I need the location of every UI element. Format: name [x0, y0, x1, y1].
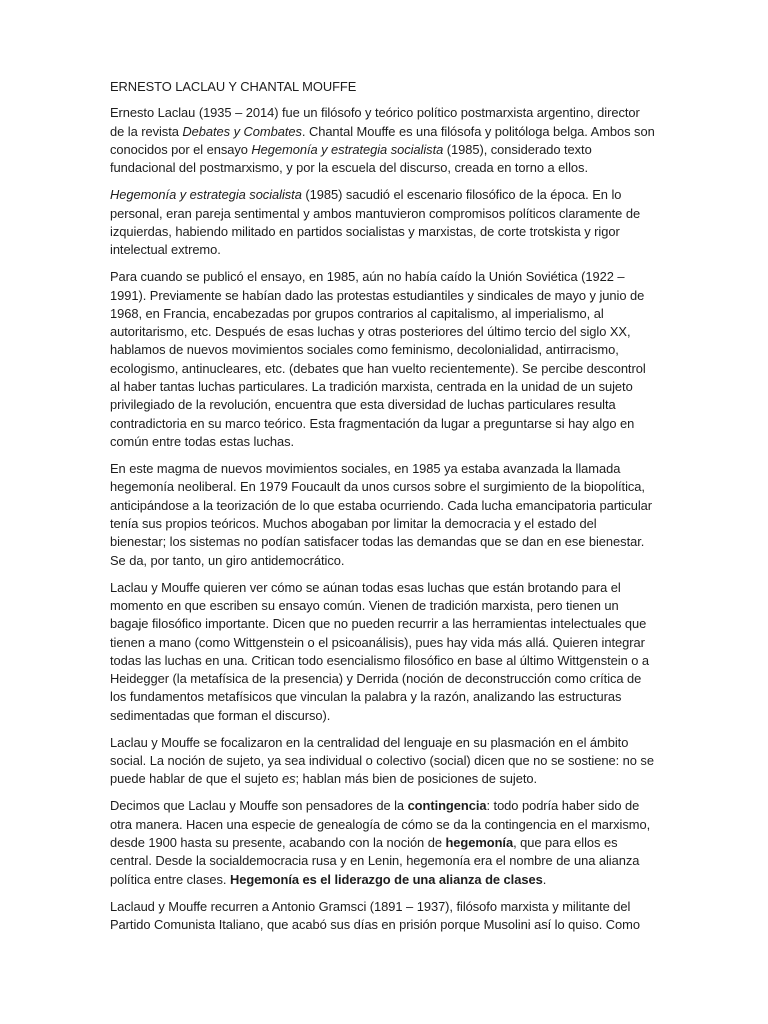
italic-text: Hegemonía y estrategia socialista [251, 141, 444, 157]
document-title: ERNESTO LACLAU Y CHANTAL MOUFFE [110, 79, 357, 94]
paragraph [110, 734, 655, 789]
paragraph [110, 186, 655, 259]
paragraph [110, 104, 655, 177]
paragraph-text: ; hablan más bien de posiciones de sujeto. [295, 771, 538, 787]
paragraph-text: , que para ellos es central. Desde la socialdemocracia rusa y en Lenin, hegemonía era el nombre de una alianza política entre clases. [110, 835, 640, 887]
paragraph-text: : todo podría haber sido de otra manera. Hacen una especie de genealogía de cómo se da la contingencia en el marxismo, desde 1900 hasta su presente, acabando con la noción de [110, 798, 651, 851]
paragraph-text: En este magma de nuevos movimientos sociales, en 1985 ya estaba avanzada la llamada hegemonía neoliberal. En 1979 Foucault da unos cursos sobre el surgimiento de la biopolítica, anticipándose a la teorización de lo que estaba ocurriendo. Cada lucha emancipatoria particular tenía sus propios teóricos. Muchos abogaban por limitar la democracia y el estado del bienestar; los sistemas no podían satisfacer todas las demandas que se dan en ese bienestar. Se da, por tanto, un giro antidemocrático. [110, 461, 653, 568]
bold-text: Hegemonía es el liderazgo de una alianza de clases [229, 871, 543, 887]
paragraph [110, 268, 655, 451]
paragraph-text: Ernesto Laclau (1935 – 2014) fue un filósofo y teórico político postmarxista argentino, director de la revista [110, 105, 640, 139]
paragraph-text: Laclaud y Mouffe recurren a Antonio Gramsci (1891 – 1937), filósofo marxista y militante del Partido Comunista Italiano, que acabó sus días en prisión porque Musolini así lo quiso. Como [110, 898, 640, 933]
italic-text: Debates y Combates [182, 123, 302, 139]
paragraph-text: Decimos que Laclau y Mouffe son pensadores de la [110, 798, 408, 814]
paragraph [110, 898, 655, 935]
paragraph [110, 460, 655, 570]
paragraph-text: (1985), considerado texto fundacional del postmarxismo, y por la escuela del discurso, creada en torno a ellos. [110, 141, 592, 176]
paragraph [110, 579, 655, 725]
document-body [110, 104, 655, 934]
paragraph-text: . [542, 871, 547, 887]
bold-text: hegemonía [445, 835, 514, 851]
paragraph-text: Laclau y Mouffe se focalizaron en la centralidad del lenguaje en su plasmación en el ámbito social. La noción de sujeto, ya sea individual o colectivo (social) dicen que no se sostiene: no se puede hablar de que el sujeto [110, 734, 654, 787]
paragraph-text: Para cuando se publicó el ensayo, en 1985, aún no había caído la Unión Soviética (1922 – 1991). Previamente se habían dado las protestas estudiantiles y sindicales de mayo y junio de 1968, en Francia, encabezadas por grupos contrarios al capitalismo, al imperialismo, al autoritarismo, etc. Después de esas luchas y otras posteriores del último tercio del siglo XX, hablamos de nuevos movimientos sociales como feminismo, decolonialidad, antirracismo, ecologismo, antinucleares, etc. (debates que han vuelto recientemente). Se percibe descontrol al haber tantas luchas particulares. La tradición marxista, centrada en la unidad de un sujeto privilegiado de la revolución, encuentra que esta diversidad de luchas particulares resulta contradictoria en su marco teórico. Esta fragmentación da lugar a preguntarse si hay algo en común entre todas estas luchas. [110, 269, 646, 449]
paragraph-text: (1985) sacudió el escenario filosófico de la época. En lo personal, eran pareja sentimental y ambos mantuvieron compromisos políticos claramente de izquierdas, habiendo militado en partidos socialistas y marxistas, de corte trotskista y rigor intelectual extremo. [110, 187, 641, 258]
paragraph [110, 797, 655, 888]
paragraph-text: . Chantal Mouffe es una filósofa y politóloga belga. Ambos son conocidos por el ensayo [110, 123, 655, 157]
italic-text: Hegemonía y estrategia socialista [110, 187, 302, 203]
document-page [110, 78, 655, 943]
italic-text: es [281, 771, 296, 787]
bold-text: contingencia [407, 798, 487, 814]
paragraph-text: Laclau y Mouffe quieren ver cómo se aúnan todas esas luchas que están brotando para el momento en que escriben su ensayo común. Vienen de tradición marxista, pero tienen un bagaje filosófico importante. Dicen que no pueden recurrir a las herramientas intelectuales que tienen a mano (como Wittgenstein o el psicoanálisis), pues hay vida más allá. Quieren integrar todas las luchas en una. Critican todo esencialismo filosófico en base al último Wittgenstein o a Heidegger (la metafísica de la presencia) y Derrida (noción de deconstrucción como crítica de los fundamentos metafísicos que vinculan la palabra y la razón, analizando las estructuras sedimentadas que forman el discurso). [110, 579, 650, 723]
